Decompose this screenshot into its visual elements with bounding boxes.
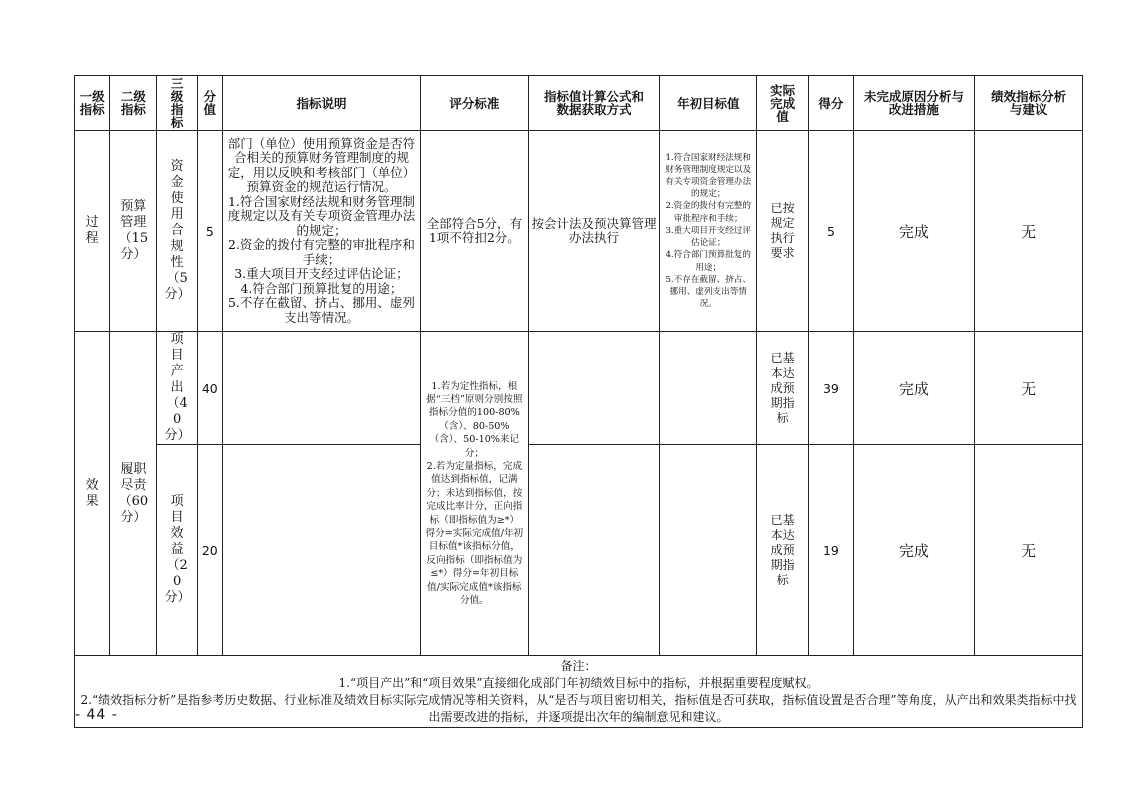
target-line: 4.符合部门预算批复的用途； <box>665 250 751 273</box>
benefit-reason: 完成 <box>853 445 975 656</box>
target-line: 5.不存在截留、挤占、挪用、虚列支出等情况。 <box>665 274 751 310</box>
description-line: 1.符合国家财经法规和财务管理制度规定以及有关专项资金管理办法的规定； <box>227 193 416 238</box>
effect-criteria <box>421 332 529 656</box>
output-reason: 完成 <box>853 332 975 445</box>
note-item: 1.“项目产出”和“项目效果”直接细化成部门年初绩效目标中的指标，并根据重要程度赋权。 <box>338 675 819 690</box>
output-description <box>222 332 420 445</box>
effect-level2: 履职尽责（60分） <box>110 332 157 656</box>
output-row <box>75 332 1083 445</box>
process-actual: 已按规定执行要求 <box>757 131 809 332</box>
target-line: 1.符合国家财经法规和财务管理制度规定以及有关专项资金管理办法的规定； <box>665 152 752 200</box>
process-formula: 按会计法及预决算管理办法执行 <box>528 131 660 332</box>
notes <box>75 656 1083 728</box>
output-target <box>660 332 757 445</box>
output-level3: 项目产出（40分） <box>157 332 197 445</box>
benefit-formula <box>528 445 660 656</box>
output-score: 39 <box>809 332 853 445</box>
output-suggestion: 无 <box>975 332 1083 445</box>
benefit-actual: 已基本达成预期指标 <box>757 445 809 656</box>
benefit-level3: 项目效益（20分） <box>157 445 197 656</box>
process-description <box>222 131 420 332</box>
effect-level1: 效果 <box>75 332 110 656</box>
header-suggestion: 绩效指标分析与建议 <box>975 76 1083 131</box>
target-line: 2.资金的拨付有完整的审批程序和手续； <box>665 201 751 224</box>
process-criteria: 全部符合5分，有1项不符扣2分。 <box>421 131 529 332</box>
benefit-target <box>660 445 757 656</box>
process-level1: 过程 <box>75 131 110 332</box>
header-level2: 二级指标 <box>110 76 157 131</box>
criteria-line: 1.若为定性指标，根据“三档”原则分别按照指标分值的100-80%（含）、80-50%（含）、50-10%来记分； <box>426 380 523 459</box>
process-level2: 预算管理（15分） <box>110 131 157 332</box>
benefit-description <box>222 445 420 656</box>
benefit-weight: 20 <box>197 445 222 656</box>
process-suggestion: 无 <box>975 131 1083 332</box>
process-row <box>75 131 1083 332</box>
output-actual: 已基本达成预期指标 <box>757 332 809 445</box>
benefit-score: 19 <box>809 445 853 656</box>
process-score: 5 <box>809 131 853 332</box>
process-reason: 完成 <box>853 131 975 332</box>
header-score: 得分 <box>809 76 853 131</box>
criteria-line: 2.若为定量指标，完成值达到指标值，记满分；未达到指标值，按完成比率计分，正向指标（即指标值为≥*）得分=实际完成值/年初目标值*该指标分值，反向指标（即指标值为≤*）得分=年初目标值/实际完成值*该指标分值。 <box>425 460 524 607</box>
header-formula: 指标值计算公式和数据获取方式 <box>528 76 660 131</box>
output-formula <box>528 332 660 445</box>
description-line: 5.不存在截留、挤占、挪用、虚列支出等情况。 <box>227 295 415 325</box>
process-target <box>660 131 757 332</box>
benefit-suggestion: 无 <box>975 445 1083 656</box>
header-actual: 实际完成值 <box>757 76 809 131</box>
description-line: 部门（单位）使用预算资金是否符合相关的预算财务管理制度的规定，用以反映和考核部门（单位）预算资金的规范运行情况。 <box>227 135 416 195</box>
header-reason: 未完成原因分析与改进措施 <box>853 76 975 131</box>
header-description: 指标说明 <box>222 76 420 131</box>
header-criteria: 评分标准 <box>421 76 529 131</box>
page-number: - 44 - <box>75 707 118 723</box>
output-weight: 40 <box>197 332 222 445</box>
description-line: 3.重大项目开支经过评估论证； <box>234 266 409 282</box>
header-annual-target: 年初目标值 <box>660 76 757 131</box>
process-level3: 资金使用合规性（5分） <box>157 131 197 332</box>
benefit-row <box>75 445 1083 656</box>
target-line: 3.重大项目开支经过评估论证； <box>665 225 751 249</box>
process-weight: 5 <box>197 131 222 332</box>
header-level1: 一级指标 <box>75 76 110 131</box>
header-level3: 三级指标 <box>157 76 197 131</box>
description-line: 4.符合部门预算批复的用途； <box>240 280 403 296</box>
notes-row <box>75 656 1083 728</box>
notes-title: 备注： <box>560 658 597 673</box>
note-item: 2.“绩效指标分析”是指参考历史数据、行业标准及绩效目标实际完成情况等相关资料，从“是否与项目密切相关，指标值是否可获取，指标值设置是否合理”等角度，从产出和效果类指标中找出需要改进的指标，并逐项提出次年的编制意见和建议。 <box>80 692 1077 724</box>
header-score-weight: 分值 <box>197 76 222 131</box>
description-line: 2.资金的拨付有完整的审批程序和手续； <box>227 237 415 267</box>
performance-table <box>74 75 1083 728</box>
header-row <box>75 76 1083 131</box>
